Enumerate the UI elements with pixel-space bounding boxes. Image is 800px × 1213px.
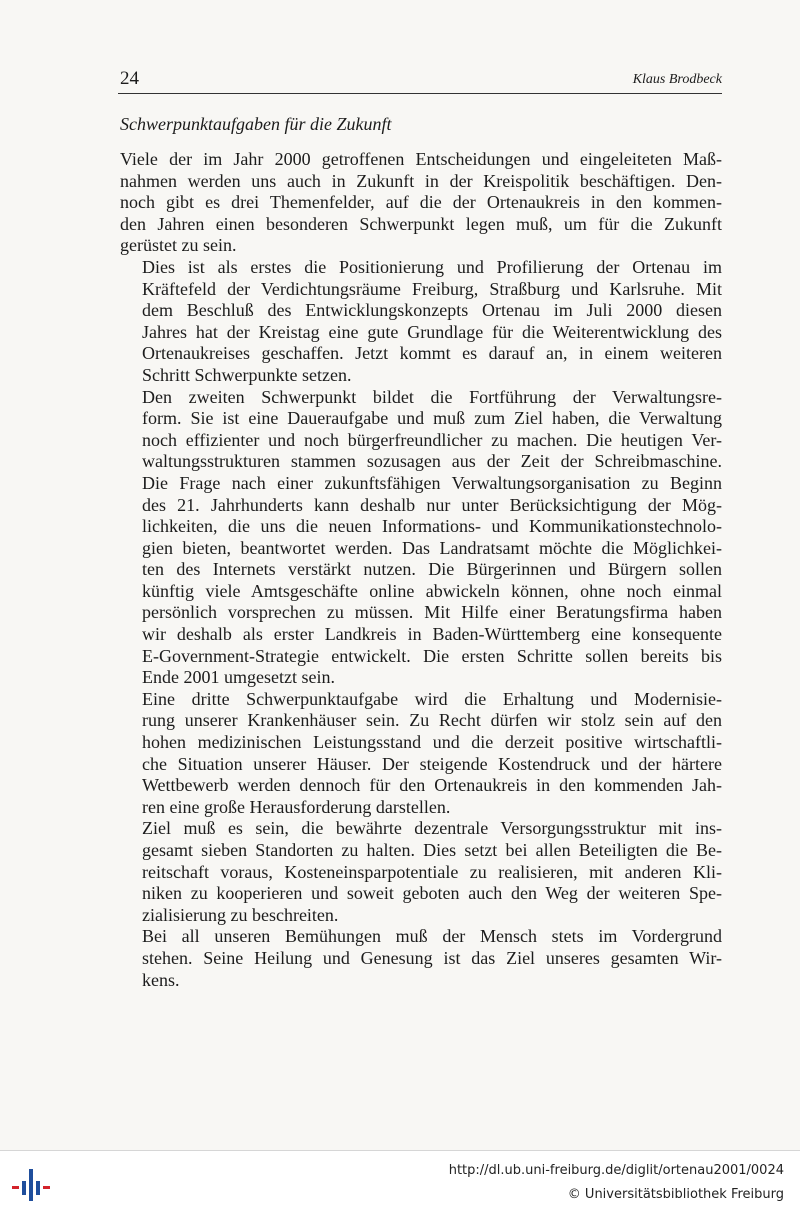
running-header-author: Klaus Brodbeck <box>632 72 722 87</box>
text-line: noch effizienter und noch bürgerfreundlicher zu machen. Die heutigen Ver- <box>142 429 722 450</box>
logo-bar-blue-1 <box>22 1181 26 1195</box>
logo-bar-red-right <box>43 1186 50 1189</box>
text-line: gien bieten, beantwortet werden. Das Landratsamt möchte die Möglichkei- <box>142 537 722 558</box>
paragraph <box>120 387 722 689</box>
paragraph <box>120 257 722 387</box>
permalink-url[interactable]: http://dl.ub.uni-freiburg.de/diglit/ortenau2001/0024 <box>448 1163 784 1178</box>
text-line: Ortenaukreises geschaffen. Jetzt kommt es darauf an, in einem weiteren <box>142 343 722 364</box>
text-line: Viele der im Jahr 2000 getroffenen Entscheidungen und eingeleiteten Maß- <box>120 149 722 169</box>
text-line: Die Frage nach einer zukunftsfähigen Verwaltungsorganisation zu Beginn <box>142 472 722 493</box>
text-line: stehen. Seine Heilung und Genesung ist das Ziel unseres gesamten Wir- <box>142 947 722 968</box>
text-line: ten des Internets verstärkt nutzen. Die Bürgerinnen und Bürgern sollen <box>142 559 722 580</box>
text-line: reitschaft voraus, Kosteneinsparpotentiale zu realisieren, mit anderen Kli- <box>142 861 722 882</box>
logo-bar-blue-2 <box>29 1169 33 1201</box>
text-line: gesamt sieben Standorten zu halten. Dies setzt bei allen Beteiligten die Be- <box>142 840 722 860</box>
text-line: des 21. Jahrhunderts kann deshalb nur unter Berücksichtigung der Mög- <box>142 494 722 515</box>
paragraph <box>120 149 722 257</box>
text-line: kens. <box>142 969 180 990</box>
text-line: nahmen werden uns auch in Zukunft in der Kreispolitik beschäftigen. Den- <box>120 170 722 191</box>
text-line: E-Government-Strategie entwickelt. Die ersten Schritte sollen bereits bis <box>142 645 722 666</box>
text-line: che Situation unserer Häuser. Der steigende Kostendruck und der härtere <box>142 753 722 774</box>
text-line: zialisierung zu beschreiten. <box>142 904 339 925</box>
text-line: Ziel muß es sein, die bewährte dezentrale Versorgungsstruktur mit ins- <box>142 818 722 839</box>
text-line: Schritt Schwerpunkte setzen. <box>142 364 352 385</box>
copyright-notice: © Universitätsbibliothek Freiburg <box>567 1187 784 1202</box>
ub-freiburg-logo-icon[interactable] <box>10 1165 52 1205</box>
text-line: persönlich vorsprechen zu müssen. Mit Hilfe einer Beratungsfirma haben <box>142 602 722 623</box>
paragraph <box>120 818 722 926</box>
text-line: Kräftefeld der Verdichtungsräume Freiburg, Straßburg und Karlsruhe. Mit <box>142 278 722 299</box>
text-line: den Jahren einen besonderen Schwerpunkt legen muß, um für die Zukunft <box>120 213 722 234</box>
text-line: noch gibt es drei Themenfelder, auf die der Ortenaukreis in den kommen- <box>120 192 722 213</box>
text-line: Ende 2001 umgesetzt sein. <box>142 667 335 688</box>
text-line: Eine dritte Schwerpunktaufgabe wird die Erhaltung und Modernisie- <box>142 688 722 709</box>
text-line: Den zweiten Schwerpunkt bildet die Fortführung der Verwaltungsre- <box>142 386 722 407</box>
text-line: gerüstet zu sein. <box>120 235 237 256</box>
text-line: künftig viele Amtsgeschäfte online abwickeln können, ohne noch einmal <box>142 580 722 601</box>
page-number: 24 <box>120 68 139 89</box>
paragraph <box>120 926 722 991</box>
text-line: dem Beschluß des Entwicklungskonzepts Ortenau im Juli 2000 diesen <box>142 300 722 321</box>
paragraph <box>120 689 722 819</box>
text-line: lichkeiten, die uns die neuen Informations- und Kommunikationstechnolo- <box>142 516 722 537</box>
text-line: hohen medizinischen Leistungsstand und die derzeit positive wirtschaftli- <box>142 732 722 753</box>
text-line: waltungsstrukturen stammen sozusagen aus der Zeit der Schreibmaschine. <box>142 451 722 472</box>
logo-bar-blue-3 <box>36 1181 40 1195</box>
viewer-footer <box>0 1150 800 1213</box>
section-title: Schwerpunktaufgaben für die Zukunft <box>120 114 392 134</box>
text-line: Jahres hat der Kreistag eine gute Grundlage für die Weiterentwicklung des <box>142 321 722 342</box>
text-line: wir deshalb als erster Landkreis in Baden-Württemberg eine konsequente <box>142 624 722 645</box>
body-text <box>120 149 722 991</box>
text-line: form. Sie ist eine Daueraufgabe und muß zum Ziel haben, die Verwaltung <box>142 408 722 429</box>
text-line: rung unserer Krankenhäuser sein. Zu Recht dürfen wir stolz sein auf den <box>142 710 722 731</box>
header-rule <box>118 93 722 94</box>
text-line: ren eine große Herausforderung darstellen. <box>142 796 451 817</box>
text-line: Wettbewerb werden dennoch für den Ortenaukreis in den kommenden Jah- <box>142 775 722 796</box>
text-line: Dies ist als erstes die Positionierung und Profilierung der Ortenau im <box>142 256 722 277</box>
text-line: niken zu kooperieren und soweit geboten auch den Weg der weiteren Spe- <box>142 883 722 904</box>
text-line: Bei all unseren Bemühungen muß der Mensch stets im Vordergrund <box>142 926 722 947</box>
logo-bar-red-left <box>12 1186 19 1189</box>
